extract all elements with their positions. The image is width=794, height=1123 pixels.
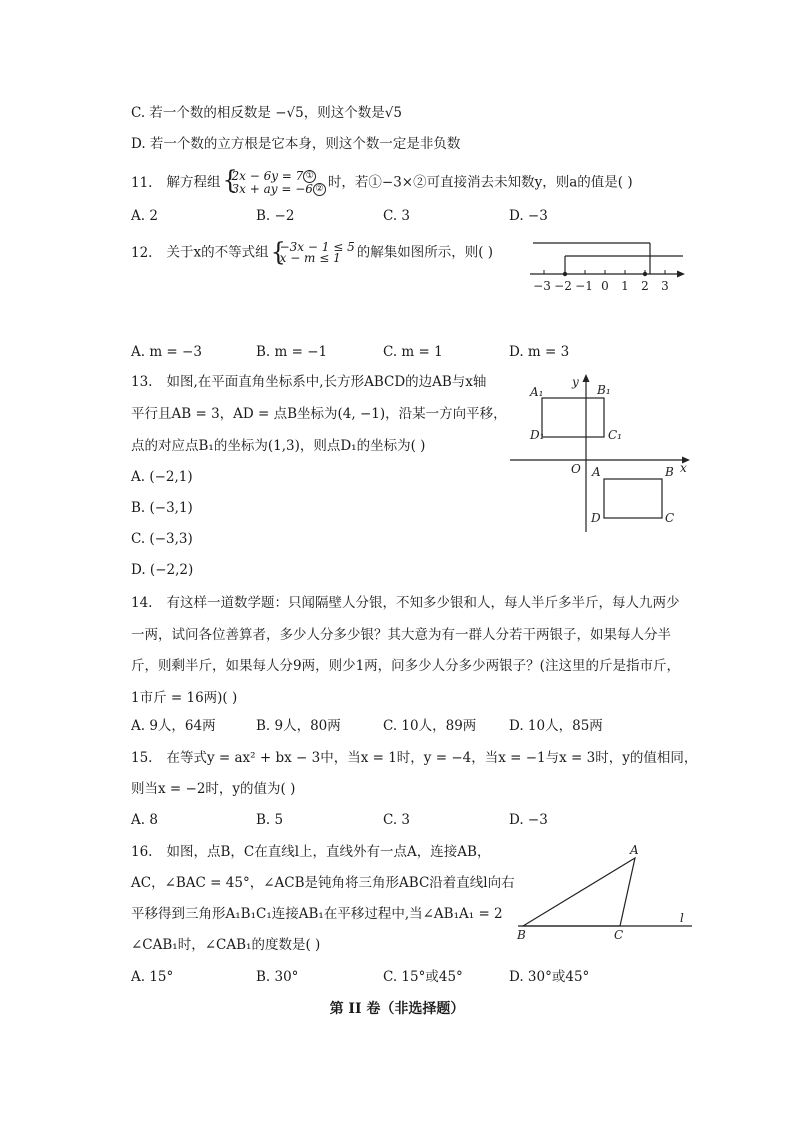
option-a: A. 9人，64两 [131,718,216,734]
label-y: y [572,375,579,389]
question-text: 如图,在平面直角坐标系中,长方形ABCD的边AB与x轴 [166,374,487,390]
label-l: l [680,911,684,925]
question-number: 12. [131,244,153,261]
option-d: D. 10人，85两 [509,718,603,734]
option-d: D. 30°或45° [509,969,590,985]
label-b: B [665,465,674,479]
inequality-2: x − m ≤ 1 [279,251,341,265]
question-number: 15. [131,750,153,766]
label-origin: O [571,462,581,476]
inequality-system: { −3x − 1 ≤ 5 x − m ≤ 1 [270,237,355,267]
tick-label: −2 [554,279,572,293]
section-title: 第 II 卷（非选择题） [329,1001,465,1017]
question-number: 16. [131,844,153,860]
question-15-line-1 [131,748,697,768]
rectangle-abcd [604,479,662,518]
option-c: C. 15°或45° [383,969,463,985]
question-text-post: 的解集如图所示，则( ) [356,244,494,261]
prev-option-c: C. 若一个数的相反数是 −√5，则这个数是√5 [131,105,402,121]
option-a: A. 15° [131,969,174,985]
q16-options [131,967,691,987]
option-c: C. m = 1 [383,344,443,360]
question-16-line-4: ∠CAB₁时，∠CAB₁的度数是( ) [131,937,321,953]
circle-mark-2: ② [313,183,326,196]
option-b: B. 9人，80两 [256,718,341,734]
tick-label: −1 [575,279,593,293]
option-b: B. 5 [256,812,284,828]
number-line-figure [528,236,693,298]
question-14-line-3: 斤，则剩半斤，如果每人分9两，则少1两，问多少人分多少两银子？(注这里的斤是指市斤， [131,658,680,674]
closed-point-icon [563,272,567,276]
option-b: B. m = −1 [256,344,328,360]
tick-label: 0 [601,279,609,293]
question-text: 有这样一道数学题：只闻隔壁人分银，不知多少银和人，每人半斤多半斤，每人九两少 [166,595,680,611]
q13-option-c: C. (−3,3) [131,531,193,547]
option-a: A. 8 [131,812,158,828]
option-a: A. 2 [131,208,158,224]
equation-2: 3x + ay = −6 [231,182,313,196]
option-c: C. 3 [383,208,411,224]
question-11 [131,165,633,196]
circle-mark-1: ① [303,170,316,183]
question-number: 11. [131,174,153,191]
question-14-line-4: 1市斤 = 16两)( ) [131,690,238,706]
option-b: B. 30° [256,969,299,985]
tick-label: −3 [533,279,551,293]
q12-options [131,342,691,362]
label-a: A [592,465,601,479]
label-c: C [614,928,624,942]
question-text: 在等式y = ax² + bx − 3中，当x = 1时，y = −4，当x = −1与x = 3时，y的值相同， [166,750,698,766]
question-text: 如图，点B，C在直线l上，直线外有一点A，连接AB， [166,844,491,860]
question-16-line-2: AC，∠BAC = 45°，∠ACB是钝角将三角形ABC沿着直线l向右 [131,875,515,891]
question-14-line-2: 一两，试问各位善算者，多少人分多少银？其大意为有一群人分若干两银子，如果每人分半 [131,627,671,643]
label-a: A [630,843,639,857]
triangle-figure [508,840,698,945]
inequality-1: −3x − 1 ≤ 5 [279,240,355,254]
q15-options [131,810,691,830]
question-number: 14. [131,595,153,611]
rectangle-a1b1c1d1 [542,398,604,437]
label-c1: C₁ [608,428,622,442]
equation-system: { 2x − 6y = 7 ① 3x + ay = −6 ② [222,170,325,196]
q13-option-a: A. (−2,1) [131,469,193,485]
q14-options [131,716,691,736]
closed-point-icon [643,272,647,276]
label-d1: D₁ [530,428,545,442]
question-text-post: 时，若①−3×②可直接消去未知数y，则a的值是( ) [327,174,633,191]
tick-label: 2 [641,279,649,293]
q13-option-b: B. (−3,1) [131,500,193,516]
option-d: D. m = 3 [509,344,570,360]
tick-label: 1 [621,279,629,293]
option-a: A. m = −3 [131,344,202,360]
q13-option-d: D. (−2,2) [131,562,194,578]
label-b1: B₁ [597,383,611,397]
label-x: x [680,461,687,475]
question-text-pre: 解方程组 [166,174,221,191]
label-c: C [665,511,675,525]
label-b: B [517,928,526,942]
question-12 [131,237,494,267]
question-15-line-2: 则当x = −2时，y的值为( ) [131,781,296,797]
equation-1: 2x − 6y = 7 [231,169,304,183]
option-d: D. −3 [509,208,548,224]
question-13-line-2: 平行且AB = 3，AD = 点B坐标为(4, −1)，沿某一方向平移， [131,406,507,422]
option-b: B. −2 [256,208,295,224]
label-d: D [591,511,601,525]
tick-label: 3 [661,279,669,293]
prev-option-d: D. 若一个数的立方根是它本身，则这个数一定是非负数 [131,136,461,152]
coordinate-figure [508,370,698,535]
option-c: C. 10人，89两 [383,718,477,734]
question-number: 13. [131,374,153,390]
question-text-pre: 关于x的不等式组 [166,244,269,261]
question-16-line-1 [131,842,490,862]
question-16-line-3: 平移得到三角形A₁B₁C₁连接AB₁在平移过程中,当∠AB₁A₁ = 2 [131,906,503,922]
question-13-line-1 [131,372,486,392]
label-a1: A₁ [530,385,544,399]
option-c: C. 3 [383,812,411,828]
question-14-line-1 [131,593,679,613]
option-d: D. −3 [509,812,548,828]
q11-options [131,206,691,226]
question-13-line-3: 点的对应点B₁的坐标为(1,3)，则点D₁的坐标为( ) [131,438,426,454]
triangle-abc [523,858,635,926]
